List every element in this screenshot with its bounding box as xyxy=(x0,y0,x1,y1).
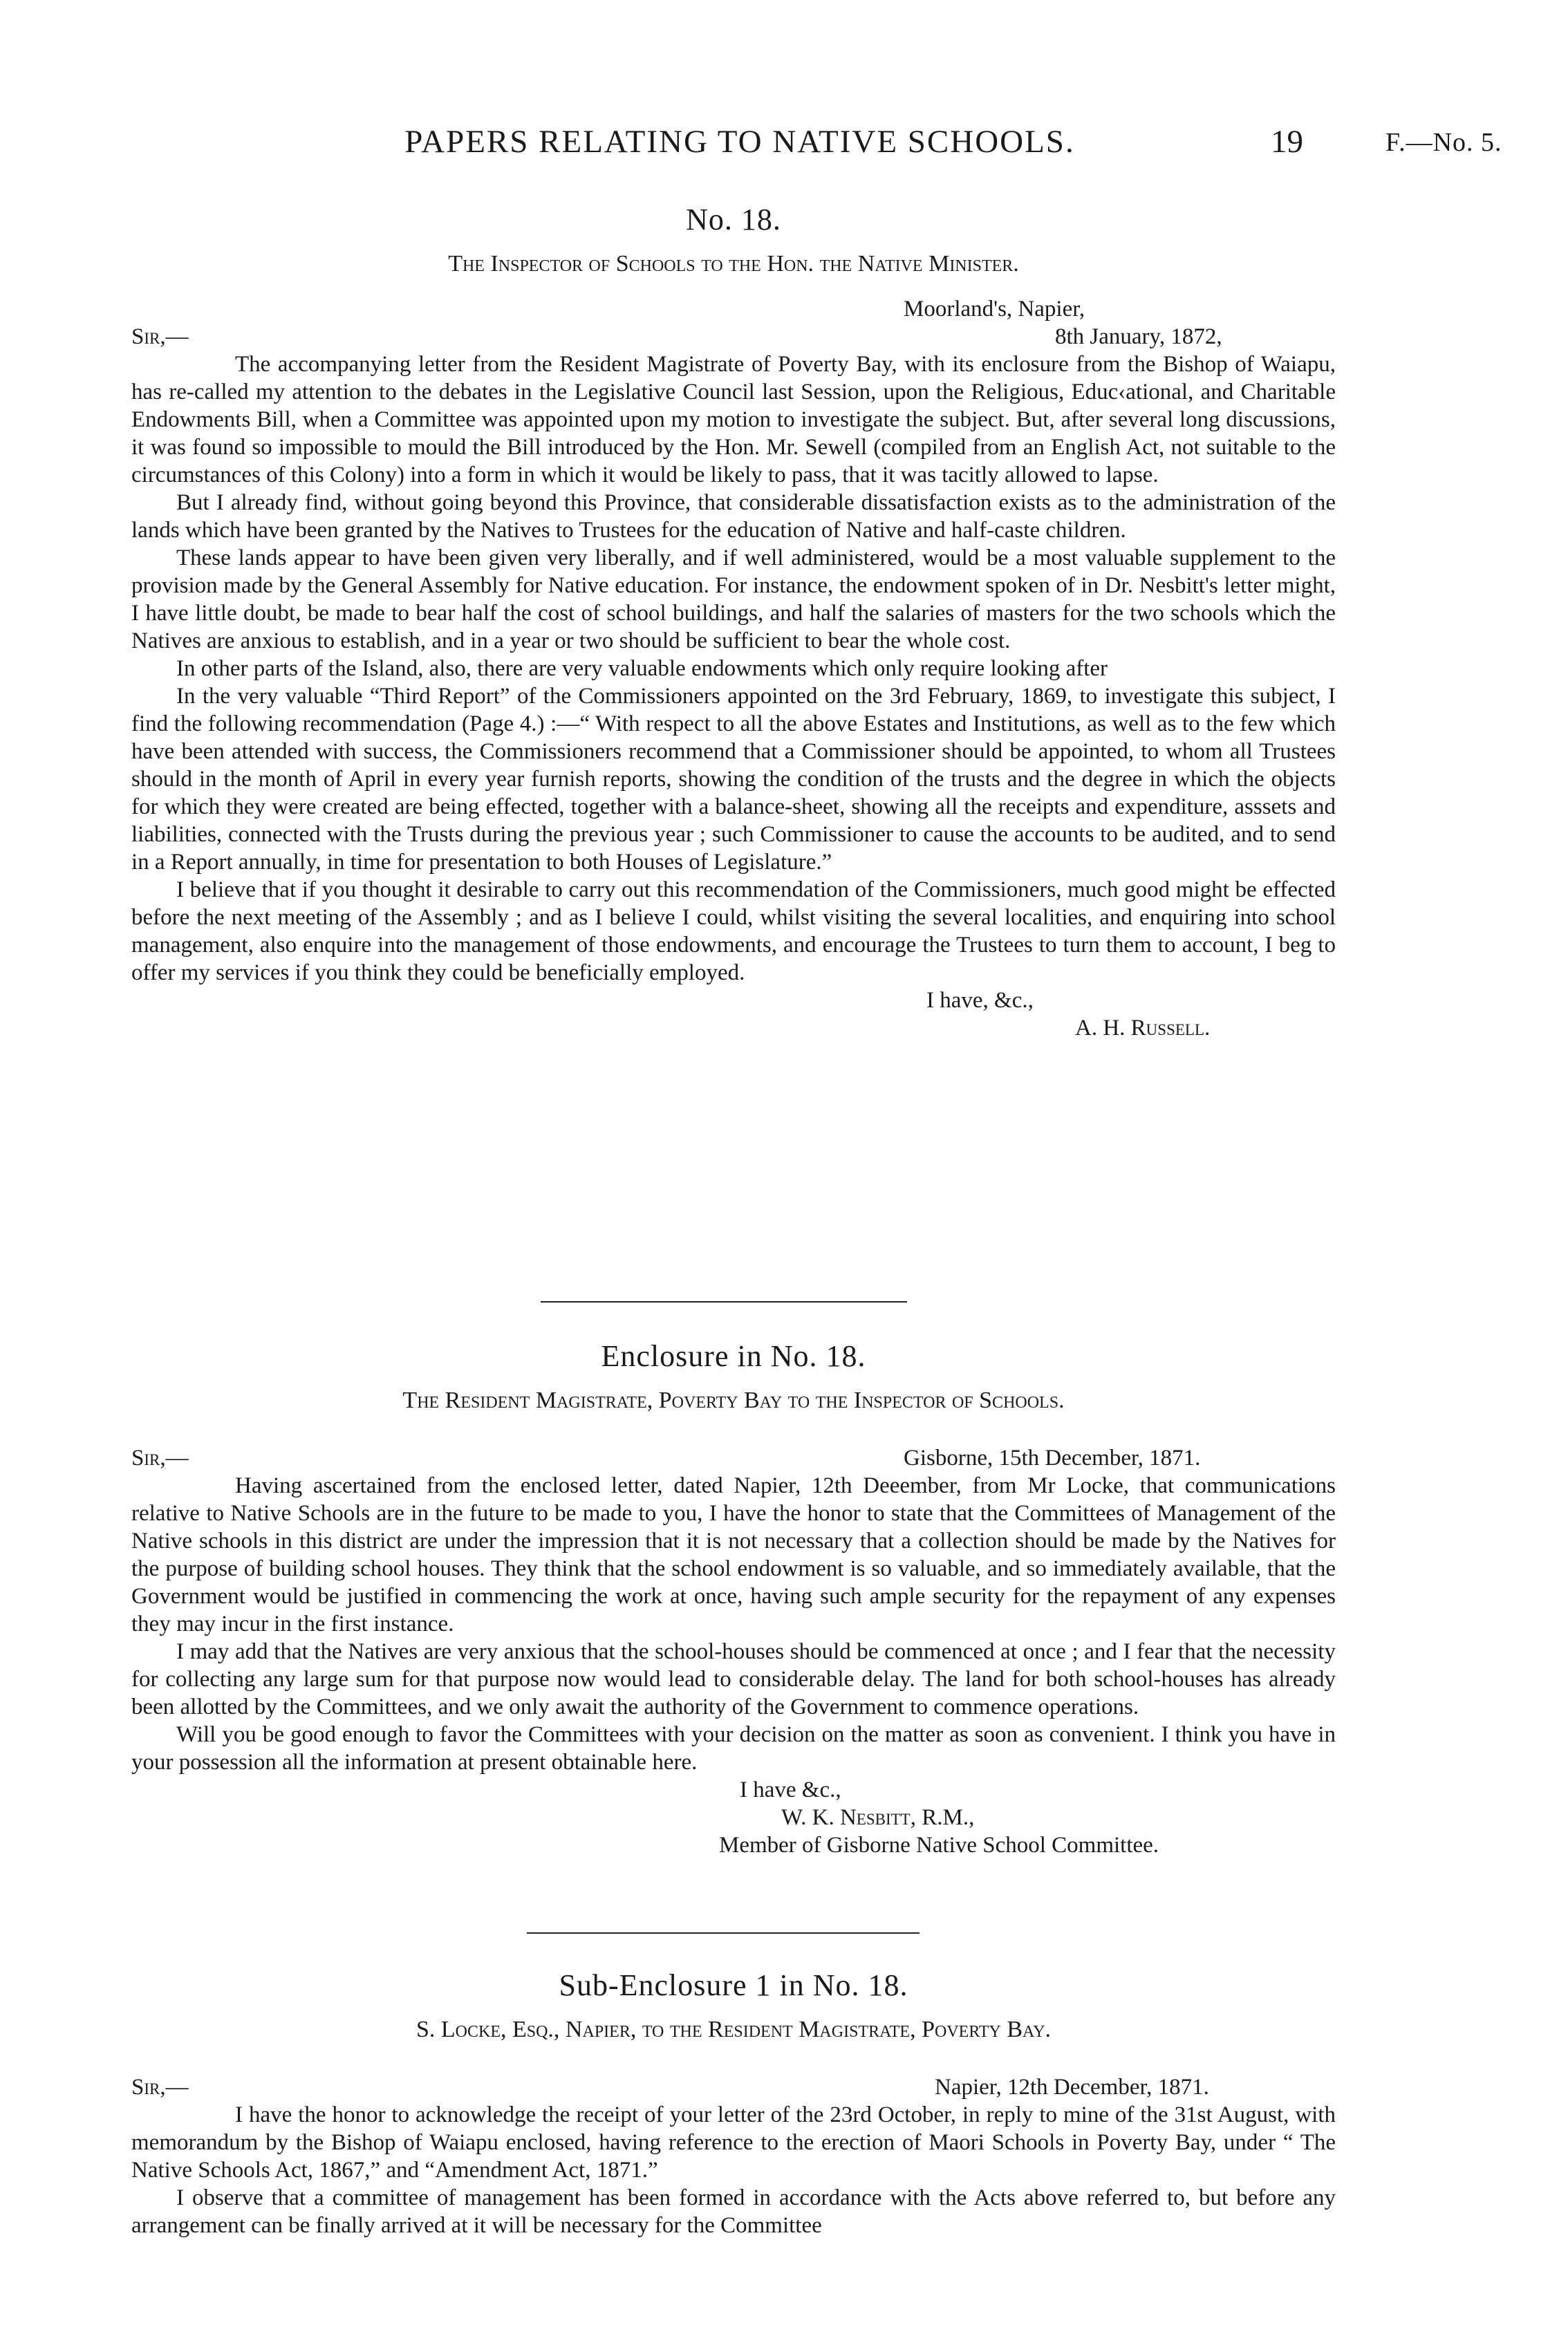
paragraph: I observe that a committee of management has been formed in accordance with the Acts above referred to, but before any arrangement can be finally arrived at it will be necessary for the Committee xyxy=(131,2185,1336,2238)
paper-reference: F.—No. 5. xyxy=(1385,128,1502,157)
salutation-date-row xyxy=(131,1444,1336,1472)
paragraph: Having ascertained from the enclosed letter, dated Napier, 12th Deeember, from Mr Locke, that communications relative to Native Schools are in the future to be made to you, I have the honor to state that the Committees of Management of the Native schools in this district are under the impression that it is not necessary that a collection should be made by the Natives for the purpose of building school houses. They think that the school endowment is so valuable, and so immediately available, that the Government would be justified in commencing the work at once, having such ample security for the repayment of any expenses they may incur in the first instance. xyxy=(131,1473,1336,1636)
letter-from-to: The Inspector of Schools to the Hon. the Native Minister. xyxy=(448,251,1019,277)
paragraph: But I already find, without going beyond this Province, that considerable dissatisfaction exists as to the administration of the lands which have been granted by the Natives to Trustees for the education of Native and half-caste children. xyxy=(131,490,1336,543)
paragraph: I have the honor to acknowledge the receipt of your letter of the 23rd October, in reply to mine of the 31st August, with memorandum by the Bishop of Waiapu enclosed, having reference to the erection of Maori Schools in Poverty Bay, under “ The Native Schools Act, 1867,” and “Amendment Act, 1871.” xyxy=(131,2102,1336,2183)
closing: I have, &c., xyxy=(926,988,1034,1013)
salutation-date-row xyxy=(131,323,1336,351)
letter-date: 8th January, 1872, xyxy=(1055,324,1222,349)
enclosure-letter xyxy=(131,1338,1336,1859)
salutation-date-row xyxy=(131,2073,1336,2101)
sub-enclosure-from-to: S. Locke, Esq., Napier, to the Resident Magistrate, Poverty Bay. xyxy=(416,2017,1052,2042)
sub-enclosure-letter xyxy=(131,1968,1336,2239)
letter-title: No. 18. xyxy=(686,203,781,236)
paragraph: The accompanying letter from the Resident Magistrate of Poverty Bay, with its enclosure from the Bishop of Waiapu, has re-called my attention to the debates in the Legislative Council last Session, upon the Religious, Educ‹ational, and Charitable Endowments Bill, when a Committee was appointed upon my motion to investigate the subject. But, after several long discussions, it was found so impossible to mould the Bill introduced by the Hon. Mr. Sewell (compiled from an English Act, not suitable to the circumstances of this Colony) into a form in which it would be likely to pass, that it was tacitly allowed to lapse. xyxy=(131,352,1336,487)
section-divider xyxy=(541,1301,907,1303)
enclosure-from-to: The Resident Magistrate, Poverty Bay to the Inspector of Schools. xyxy=(402,1388,1065,1413)
paragraph: In other parts of the Island, also, there are very valuable endowments which only require looking after xyxy=(176,656,1108,681)
salutation: Sir,— xyxy=(131,324,189,349)
running-title: PAPERS RELATING TO NATIVE SCHOOLS. xyxy=(404,124,1075,160)
paragraph: In the very valuable “Third Report” of the Commissioners appointed on the 3rd February, 1869, to investigate this subject, I find the following recommendation (Page 4.) :—“ With respect to all the above Estates and Institutions, as well as to the few which have been attended with success, the Commissioners recommend that a Commissioner should be appointed, to whom all Trustees should in the month of April in every year furnish reports, showing the condition of the trusts and the degree in which the objects for which they were created are being effected, together with a balance-sheet, showing all the receipts and expenditure, asssets and liabilities, connected with the Trusts during the previous year ; such Commissioner to cause the accounts to be audited, and to send in a Report annually, in time for presentation to both Houses of Legislature.” xyxy=(131,684,1336,875)
page-number: 19 xyxy=(1271,124,1303,160)
section-divider xyxy=(527,1932,920,1934)
paragraph: I may add that the Natives are very anxious that the school-houses should be commenced at once ; and I fear that the necessity for collecting any large sum for that purpose now would lead to considerable delay. The land for both school-houses has already been allotted by the Committees, and we only await the authority of the Government to commence operations. xyxy=(131,1639,1336,1719)
sub-enclosure-title: Sub-Enclosure 1 in No. 18. xyxy=(559,1968,908,2002)
sub-enclosure-place-date: Napier, 12th December, 1871. xyxy=(935,2075,1209,2100)
salutation: Sir,— xyxy=(131,1446,189,1471)
paragraph: Will you be good enough to favor the Committees with your decision on the matter as soon as convenient. I think you have in your possession all the information at present obtainable here. xyxy=(131,1722,1336,1775)
signature: W. K. Nesbitt, R.M., xyxy=(781,1805,975,1830)
signature-title: Member of Gisborne Native School Committee. xyxy=(719,1833,1159,1858)
closing: I have &c., xyxy=(740,1777,841,1802)
enclosure-place-date: Gisborne, 15th December, 1871. xyxy=(904,1446,1201,1471)
letter-place: Moorland's, Napier, xyxy=(904,297,1085,321)
salutation: Sir,— xyxy=(131,2075,189,2100)
paragraph: I believe that if you thought it desirable to carry out this recommendation of the Commissioners, much good might be effected before the next meeting of the Assembly ; and as I believe I could, whilst visiting the several localities, and enquiring into school management, also enquire into the management of those endowments, and encourage the Trustees to turn them to account, I beg to offer my services if you think they could be beneficially employed. xyxy=(131,877,1336,985)
signature: A. H. Russell. xyxy=(1075,1016,1211,1040)
paragraph: These lands appear to have been given very liberally, and if well administered, would be a most valuable supplement to the provision made by the General Assembly for Native education. For instance, the endowment spoken of in Dr. Nesbitt's letter might, I have little doubt, be made to bear half the cost of school buildings, and half the salaries of masters for the two schools which the Natives are anxious to establish, and in a year or two should be sufficient to bear the whole cost. xyxy=(131,545,1336,653)
enclosure-title: Enclosure in No. 18. xyxy=(601,1339,866,1373)
letter-no-18 xyxy=(131,202,1336,1042)
